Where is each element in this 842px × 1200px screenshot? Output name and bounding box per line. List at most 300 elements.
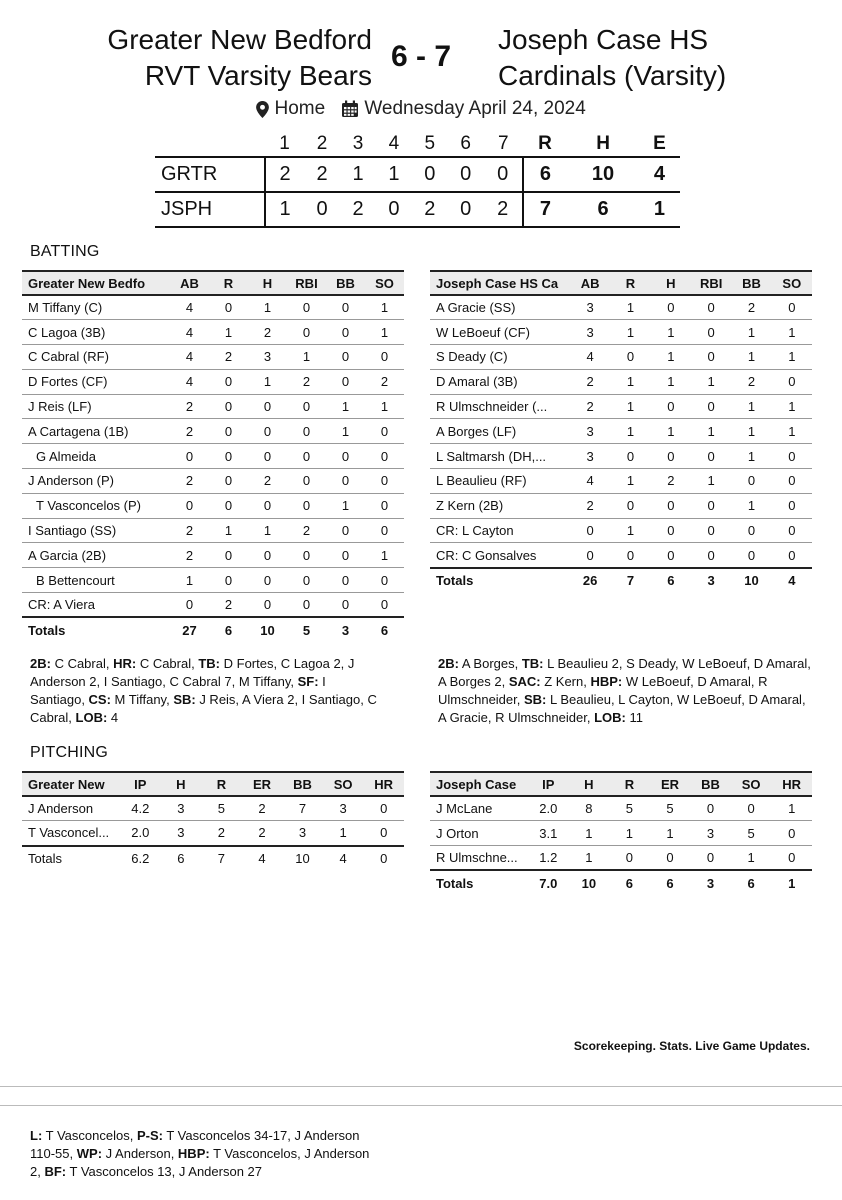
player-name: C Cabral (RF): [22, 345, 170, 370]
stat-cell: 0: [691, 345, 731, 370]
note-label: HBP:: [177, 1146, 210, 1161]
stat-cell: 0: [690, 796, 731, 821]
stat-cell: 0: [610, 493, 650, 518]
batting-title: BATTING: [30, 243, 100, 260]
totals-label: Totals: [22, 846, 120, 871]
total-cell: 0: [363, 846, 404, 871]
total-cell: 10: [248, 617, 287, 642]
player-row: [430, 394, 812, 419]
home-team-line1: Greater New Bedford: [107, 24, 372, 55]
stat-cell: 0: [287, 394, 326, 419]
er-header: ER: [242, 772, 283, 796]
note-label: TB:: [521, 656, 544, 671]
stat-cell: 2: [248, 469, 287, 494]
stat-cell: 0: [731, 796, 772, 821]
divider: [0, 1086, 842, 1087]
stat-cell: 8: [569, 796, 610, 821]
stat-cell: 1: [365, 320, 404, 345]
errors-header: E: [653, 132, 666, 154]
inning-header: 2: [316, 132, 328, 154]
inning-header: 5: [424, 132, 436, 154]
player-name: D Fortes (CF): [22, 369, 170, 394]
total-cell: 7.0: [528, 870, 569, 895]
home-team-line2: RVT Varsity Bears: [144, 60, 372, 91]
note-text: 4: [107, 710, 119, 725]
totals-row: [430, 870, 812, 895]
stat-cell: 0: [248, 493, 287, 518]
player-row: [22, 821, 404, 846]
totals-label: Totals: [430, 870, 528, 895]
stat-cell: 0: [691, 295, 731, 320]
game-header: [0, 20, 842, 100]
stat-cell: 0: [287, 469, 326, 494]
stat-cell: 1: [610, 394, 650, 419]
player-name: A Garcia (2B): [22, 543, 170, 568]
note-label: L:: [30, 1128, 43, 1143]
player-row: [22, 593, 404, 618]
h-header: H: [248, 271, 287, 295]
total-cell: 6: [365, 617, 404, 642]
stat-cell: 0: [691, 444, 731, 469]
away-batting-notes: [438, 655, 813, 727]
stat-cell: 5: [731, 821, 772, 846]
player-row: [22, 568, 404, 593]
so-header: SO: [365, 271, 404, 295]
player-name: R Ulmschneider (...: [430, 394, 570, 419]
stat-cell: 2: [209, 345, 248, 370]
note-label: WP:: [76, 1146, 103, 1161]
runs-total: 7: [523, 192, 567, 227]
total-cell: 4: [772, 568, 812, 593]
stat-cell: 3: [570, 320, 610, 345]
stat-cell: 0: [772, 518, 812, 543]
stat-cell: 0: [731, 543, 771, 568]
inning-score: 1: [340, 157, 376, 192]
stat-cell: 0: [651, 295, 691, 320]
note-label: SB:: [173, 692, 196, 707]
totals-label: Totals: [22, 617, 170, 642]
stat-cell: 1: [248, 518, 287, 543]
stat-cell: 0: [610, 444, 650, 469]
inning-score: 2: [304, 157, 340, 192]
total-cell: 6: [731, 870, 772, 895]
stat-cell: 3: [282, 821, 323, 846]
hr-header: HR: [363, 772, 404, 796]
note-label: P-S:: [136, 1128, 163, 1143]
h-header: H: [161, 772, 202, 796]
stat-cell: 1: [651, 320, 691, 345]
inning-score: 0: [448, 192, 484, 227]
player-name: C Lagoa (3B): [22, 320, 170, 345]
stat-cell: 2.0: [120, 821, 161, 846]
stat-cell: 0: [248, 543, 287, 568]
stat-cell: 7: [282, 796, 323, 821]
stat-cell: 3: [570, 419, 610, 444]
player-row: [22, 320, 404, 345]
stat-cell: 0: [365, 444, 404, 469]
so-header: SO: [323, 772, 364, 796]
er-header: ER: [650, 772, 691, 796]
note-label: HR:: [113, 656, 137, 671]
player-name: J Reis (LF): [22, 394, 170, 419]
stat-cell: 1: [365, 543, 404, 568]
player-row: [22, 469, 404, 494]
stat-cell: 0: [287, 295, 326, 320]
total-cell: 7: [201, 846, 242, 871]
player-row: [22, 796, 404, 821]
stat-cell: 3.1: [528, 821, 569, 846]
stat-cell: 0: [365, 518, 404, 543]
stat-cell: 3: [323, 796, 364, 821]
stat-cell: 0: [326, 369, 365, 394]
stat-cell: 0: [248, 394, 287, 419]
total-cell: 4: [323, 846, 364, 871]
stat-cell: 0: [691, 320, 731, 345]
player-row: [430, 821, 812, 846]
hits-total: 10: [567, 157, 639, 192]
note-text: 11: [625, 710, 643, 725]
bb-header: BB: [690, 772, 731, 796]
stat-cell: 0: [209, 444, 248, 469]
hits-header: H: [596, 132, 610, 154]
note-label: HBP:: [590, 674, 623, 689]
stat-cell: 0: [326, 320, 365, 345]
player-row: [22, 444, 404, 469]
stat-cell: 1: [609, 821, 650, 846]
total-cell: 27: [170, 617, 209, 642]
stat-cell: 1: [287, 345, 326, 370]
stat-cell: 0: [651, 444, 691, 469]
stat-cell: 1: [610, 369, 650, 394]
team-column-header: Joseph Case: [430, 772, 528, 796]
player-name: J McLane: [430, 796, 528, 821]
runs-total: 6: [523, 157, 567, 192]
stat-cell: 0: [365, 345, 404, 370]
total-cell: 10: [282, 846, 323, 871]
player-name: I Santiago (SS): [22, 518, 170, 543]
note-text: Z Kern,: [540, 674, 591, 689]
batting-header-row: [22, 271, 404, 295]
stat-cell: 1: [731, 493, 771, 518]
pitching-title: PITCHING: [30, 744, 109, 761]
stat-cell: 2: [209, 593, 248, 618]
stat-cell: 0: [326, 518, 365, 543]
stat-cell: 0: [610, 543, 650, 568]
stat-cell: 0: [691, 493, 731, 518]
stat-cell: 3: [161, 821, 202, 846]
team-column-header: Greater New: [22, 772, 120, 796]
linescore-table: [155, 131, 680, 228]
stat-cell: 1: [326, 493, 365, 518]
stat-cell: 2: [731, 369, 771, 394]
stat-cell: 0: [731, 469, 771, 494]
stat-cell: 0: [651, 493, 691, 518]
batting-header-row: [430, 271, 812, 295]
inning-score: 2: [412, 192, 448, 227]
stat-cell: 1: [209, 518, 248, 543]
score-text: 6 - 7: [390, 40, 452, 73]
stat-cell: 2: [170, 518, 209, 543]
player-name: T Vasconcel...: [22, 821, 120, 846]
totals-row: [22, 617, 404, 642]
stat-cell: 1: [569, 846, 610, 871]
stat-cell: 5: [650, 796, 691, 821]
stat-cell: 3: [161, 796, 202, 821]
stat-cell: 1: [170, 568, 209, 593]
total-cell: 7: [610, 568, 650, 593]
stat-cell: 0: [651, 394, 691, 419]
player-row: [430, 469, 812, 494]
bb-header: BB: [326, 271, 365, 295]
stat-cell: 1: [365, 394, 404, 419]
stat-cell: 3: [690, 821, 731, 846]
inning-score: 1: [376, 157, 412, 192]
total-cell: 26: [570, 568, 610, 593]
player-name: S Deady (C): [430, 345, 570, 370]
player-name: A Cartagena (1B): [22, 419, 170, 444]
stat-cell: 2: [242, 796, 283, 821]
player-name: J Anderson: [22, 796, 120, 821]
total-cell: 6: [650, 870, 691, 895]
stat-cell: 1: [691, 369, 731, 394]
stat-cell: 1: [651, 419, 691, 444]
ab-header: AB: [170, 271, 209, 295]
stat-cell: 1: [731, 444, 771, 469]
home-batting-table: [22, 270, 404, 642]
player-row: [430, 493, 812, 518]
inning-score: 0: [484, 157, 523, 192]
note-label: CS:: [88, 692, 111, 707]
stat-cell: 0: [363, 821, 404, 846]
note-label: SF:: [297, 674, 319, 689]
stat-cell: 0: [326, 593, 365, 618]
r-header: R: [201, 772, 242, 796]
linescore-header: [155, 131, 680, 157]
stat-cell: 1: [772, 320, 812, 345]
linescore-row-home: [155, 157, 680, 192]
stat-cell: 1: [772, 345, 812, 370]
stat-cell: 0: [209, 369, 248, 394]
player-name: CR: L Cayton: [430, 518, 570, 543]
divider: [0, 1105, 842, 1106]
stat-cell: 1: [365, 295, 404, 320]
player-name: J Anderson (P): [22, 469, 170, 494]
player-name: CR: A Viera: [22, 593, 170, 618]
stat-cell: 2: [570, 493, 610, 518]
stat-cell: 0: [209, 568, 248, 593]
note-label: TB:: [198, 656, 221, 671]
stat-cell: 0: [326, 568, 365, 593]
home-batting-notes: [30, 655, 380, 727]
note-text: J Reis, A Viera 2, I Santiago, C Cabral,: [30, 692, 381, 725]
h-header: H: [569, 772, 610, 796]
stat-cell: 2: [365, 369, 404, 394]
rbi-header: RBI: [691, 271, 731, 295]
stat-cell: 0: [570, 543, 610, 568]
game-date: Wednesday April 24, 2024: [364, 98, 586, 119]
stat-cell: 1: [610, 469, 650, 494]
away-batting-table: [430, 270, 812, 593]
player-row: [22, 518, 404, 543]
stat-cell: 0: [609, 846, 650, 871]
stat-cell: 0: [209, 543, 248, 568]
stat-cell: 0: [287, 568, 326, 593]
stat-cell: 0: [772, 469, 812, 494]
stat-cell: 3: [248, 345, 287, 370]
pitching-header-row: [22, 772, 404, 796]
stat-cell: 4: [170, 345, 209, 370]
note-text: M Tiffany,: [110, 692, 174, 707]
total-cell: 6: [609, 870, 650, 895]
rbi-header: RBI: [287, 271, 326, 295]
inning-score: 2: [265, 157, 304, 192]
stat-cell: 5: [609, 796, 650, 821]
stat-cell: 0: [248, 568, 287, 593]
inning-score: 0: [304, 192, 340, 227]
note-text: L Beaulieu, L Cayton, W LeBoeuf, D Amaral, A Gracie, R Ulmschneider,: [438, 692, 809, 725]
hits-total: 6: [567, 192, 639, 227]
total-cell: 1: [771, 870, 812, 895]
linescore-team-header: [155, 131, 265, 157]
stat-cell: 0: [365, 419, 404, 444]
stat-cell: 0: [771, 821, 812, 846]
inning-score: 2: [484, 192, 523, 227]
stat-cell: 1: [691, 469, 731, 494]
player-row: [430, 444, 812, 469]
player-row: [22, 295, 404, 320]
stat-cell: 0: [772, 295, 812, 320]
stat-cell: 2: [242, 821, 283, 846]
player-row: [430, 518, 812, 543]
stat-cell: 1: [731, 394, 771, 419]
inning-score: 1: [265, 192, 304, 227]
player-row: [430, 320, 812, 345]
total-cell: 6.2: [120, 846, 161, 871]
total-cell: 5: [287, 617, 326, 642]
note-text: T Vasconcelos,: [42, 1128, 137, 1143]
player-row: [430, 419, 812, 444]
inning-score: 2: [340, 192, 376, 227]
stat-cell: 0: [771, 846, 812, 871]
stat-cell: 2: [570, 394, 610, 419]
stat-cell: 0: [209, 419, 248, 444]
h-header: H: [651, 271, 691, 295]
pitching-header-row: [430, 772, 812, 796]
stat-cell: 2: [170, 469, 209, 494]
calendar-icon: [341, 100, 359, 118]
stat-cell: 0: [287, 543, 326, 568]
player-name: L Beaulieu (RF): [430, 469, 570, 494]
stat-cell: 0: [248, 444, 287, 469]
stat-cell: 0: [691, 518, 731, 543]
stat-cell: 2: [248, 320, 287, 345]
stat-cell: 0: [610, 345, 650, 370]
player-name: L Saltmarsh (DH,...: [430, 444, 570, 469]
stat-cell: 2: [201, 821, 242, 846]
bb-header: BB: [282, 772, 323, 796]
note-text: T Vasconcelos 13, J Anderson 27: [66, 1164, 262, 1179]
player-name: G Almeida: [22, 444, 170, 469]
inning-header: 3: [352, 132, 364, 154]
stat-cell: 0: [170, 493, 209, 518]
stat-cell: 0: [326, 469, 365, 494]
bb-header: BB: [731, 271, 771, 295]
inning-score: 0: [376, 192, 412, 227]
player-row: [22, 419, 404, 444]
stat-cell: 1: [323, 821, 364, 846]
stat-cell: 1: [248, 295, 287, 320]
note-text: T Vasconcelos, J Anderson 2,: [30, 1146, 374, 1179]
stat-cell: 0: [365, 469, 404, 494]
note-text: J Anderson,: [102, 1146, 178, 1161]
stat-cell: 1: [610, 419, 650, 444]
so-header: SO: [731, 772, 772, 796]
total-cell: 3: [690, 870, 731, 895]
stat-cell: 1: [772, 394, 812, 419]
note-label: LOB:: [75, 710, 108, 725]
note-text: C Cabral,: [136, 656, 199, 671]
stat-cell: 0: [170, 593, 209, 618]
total-cell: 10: [569, 870, 610, 895]
errors-total: 4: [639, 157, 680, 192]
stat-cell: 2: [651, 469, 691, 494]
total-cell: 6: [209, 617, 248, 642]
stat-cell: 1: [326, 394, 365, 419]
stat-cell: 0: [650, 846, 691, 871]
inning-score: 0: [412, 157, 448, 192]
total-cell: 6: [161, 846, 202, 871]
stat-cell: 4: [570, 345, 610, 370]
stat-cell: 0: [691, 394, 731, 419]
stat-cell: 0: [365, 593, 404, 618]
map-pin-icon: [256, 101, 269, 118]
stat-cell: 1: [209, 320, 248, 345]
inning-score: 0: [448, 157, 484, 192]
stat-cell: 4.2: [120, 796, 161, 821]
errors-total: 1: [639, 192, 680, 227]
player-name: W LeBoeuf (CF): [430, 320, 570, 345]
stat-cell: 1: [771, 796, 812, 821]
player-row: [430, 295, 812, 320]
stat-cell: 3: [570, 295, 610, 320]
stat-cell: 0: [287, 593, 326, 618]
stat-cell: 2.0: [528, 796, 569, 821]
tagline: Scorekeeping. Stats. Live Game Updates.: [573, 1039, 810, 1053]
r-header: R: [209, 271, 248, 295]
total-cell: 3: [326, 617, 365, 642]
stat-cell: 1: [772, 419, 812, 444]
stat-cell: 0: [772, 493, 812, 518]
note-text: T Vasconcelos 34-17, J Anderson 110-55,: [30, 1128, 364, 1161]
inning-header: 6: [460, 132, 471, 154]
inning-header: 7: [497, 132, 509, 154]
away-team-line2: Cardinals (Varsity): [498, 60, 727, 91]
stat-cell: 0: [170, 444, 209, 469]
note-label: LOB:: [594, 710, 626, 725]
team-column-header: Joseph Case HS Ca: [430, 271, 570, 295]
stat-cell: 1.2: [528, 846, 569, 871]
stat-cell: 4: [170, 320, 209, 345]
note-label: SB:: [523, 692, 547, 707]
totals-row: [22, 846, 404, 871]
r-header: R: [610, 271, 650, 295]
stat-cell: 1: [248, 369, 287, 394]
stat-cell: 2: [287, 518, 326, 543]
stat-cell: 1: [610, 295, 650, 320]
so-header: SO: [772, 271, 812, 295]
stat-cell: 0: [365, 493, 404, 518]
stat-cell: 0: [651, 518, 691, 543]
